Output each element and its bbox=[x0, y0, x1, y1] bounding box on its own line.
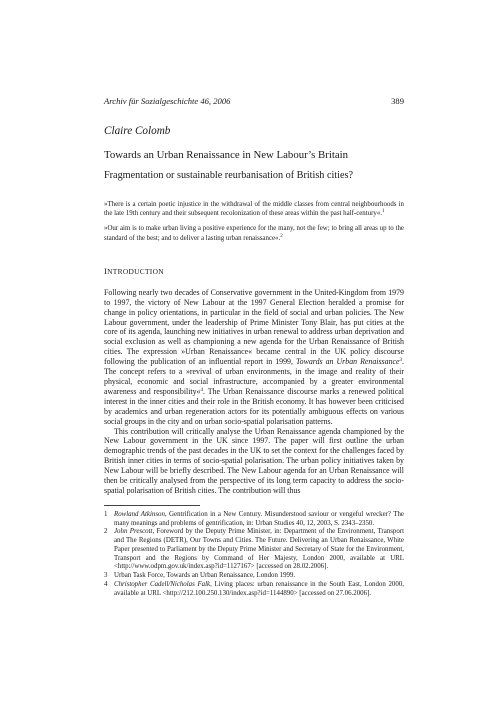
footnote-ref[interactable]: 4 bbox=[200, 387, 203, 393]
body-text bbox=[104, 288, 404, 496]
paragraph-text: Following nearly two decades of Conservative government in the United-Kingdom from 1979 to 1997, the victory of New Labour at the 1997 General Election heralded a promise for change in policy orientations, in particular in the field of social and urban policies. The New Labour government, under the leadership of Prime Minister Tony Blair, has put cities at the core of its agenda, launching new initiatives in urban renewal to address urban deprivation and social exclusion as well as championing a new agenda for the Urban Renaissance of British cities. The expression »Urban Renaissance« became central in the UK policy discourse following the publication of an influential report in 1999, bbox=[104, 287, 404, 367]
footnote-number: 2 bbox=[104, 528, 108, 536]
article-title: Towards an Urban Renaissance in New Labour’s Britain bbox=[104, 149, 349, 161]
footnote-text: , Foreword by the Deputy Prime Minister, in: Department of the Environment, Transport and The Regions (DETR), Our Towns and Cities. The Future. Delivering an Urban Renaissance, White Paper presented to Parliament by the Deputy Prime Minister and Secretary of State for the Environment, Transport and the Regions by Command of Her Majesty, London 2000, available at URL <http://www.odpm.gov.uk/index.asp?id=1127167> [accessed on 28.02.2006]. bbox=[114, 528, 404, 571]
epigraph-text: »There is a certain poetic injustice in the withdrawal of the middle classes from central neighbourhoods in the late 19th century and their subsequent recolonization of these areas within the past half-century«. bbox=[104, 201, 404, 218]
footnote-number: 4 bbox=[104, 580, 108, 588]
epigraph-text: »Our aim is to make urban living a positive experience for the many, not the few; to bring all areas up to the standard of the best; and to deliver a lasting urban renaissance«. bbox=[104, 225, 404, 242]
footnote bbox=[104, 511, 404, 529]
footnote-author: John Prescott bbox=[114, 528, 153, 536]
running-header bbox=[104, 96, 404, 107]
journal-citation: Archiv für Sozialgeschichte 46, 2006 bbox=[104, 96, 231, 106]
footnote bbox=[104, 572, 404, 581]
footnote-divider bbox=[104, 505, 200, 506]
footnote-author: Rowland Atkinson bbox=[114, 510, 165, 518]
paragraph: This contribution will critically analyse the Urban Renaissance agenda championed by the New Labour government in the UK since 1997. The paper will first outline the urban demographic trends of the past decades in the UK to set the context for the challenges faced by British inner cities in terms of socio-spatial polarisation. The urban policy initiatives taken by New Labour will be briefly described. The New Labour agenda for an Urban Renaissance will then be critically analysed from the perspective of its long term capacity to address the socio-spatial polarisation of British cities. The contribution will thus bbox=[104, 426, 404, 495]
report-title: Towards an Urban Renaissance bbox=[295, 357, 400, 367]
footnote-text: Urban Task Force, Towards an Urban Renaissance, London 1999. bbox=[114, 572, 296, 580]
section-heading bbox=[104, 266, 404, 277]
page-number: 389 bbox=[391, 96, 404, 106]
section-heading-rest: NTRODUCTION bbox=[107, 266, 164, 276]
author-name: Claire Colomb bbox=[104, 125, 171, 137]
epigraph-quote bbox=[104, 200, 404, 218]
article-subtitle: Fragmentation or sustainable reurbanisation of British cities? bbox=[104, 170, 353, 181]
epigraph-quote bbox=[104, 224, 404, 242]
paragraph-text: . The concept refers to a »revival of urban environments, in the image and reality of their physical, economic and social infrastructure, accompanied by a greater environmental awareness and responsibility« bbox=[104, 357, 405, 396]
article-page bbox=[104, 96, 404, 598]
footnote-text: , Living places: urban renaissance in the South East, London 2000, available at URL <http://212.100.250.130/index.asp?id=1144890> [accessed on 27.06.2006]. bbox=[114, 580, 404, 597]
footnotes bbox=[104, 511, 404, 599]
section-heading-initial: I bbox=[104, 265, 108, 276]
footnote-number: 3 bbox=[104, 572, 108, 580]
footnote bbox=[104, 581, 404, 599]
footnote-text: , Gentrification in a New Century. Misunderstood saviour or vengeful wrecker? The many meanings and problems of gentrification, in: Urban Studies 40, 12, 2003, S. 2343–2350. bbox=[114, 510, 404, 527]
footnote-ref[interactable]: 1 bbox=[382, 209, 385, 215]
footnote-author: Christopher Cadell/Nicholas Falk bbox=[114, 580, 211, 588]
paragraph-text: . The Urban Renaissance discourse marks a renewed political interest in the inner cities and their role in the British economy. It has however been criticised by academics and urban regeneration actors for its potentially ambiguous effects on various social groups in the city and on urban socio-spatial polarisation patterns. bbox=[104, 386, 404, 426]
paragraph bbox=[104, 288, 404, 427]
footnote-ref[interactable]: 2 bbox=[280, 233, 283, 239]
footnote-number: 1 bbox=[104, 510, 108, 518]
footnote-ref[interactable]: 3 bbox=[399, 358, 403, 364]
footnote bbox=[104, 528, 404, 572]
